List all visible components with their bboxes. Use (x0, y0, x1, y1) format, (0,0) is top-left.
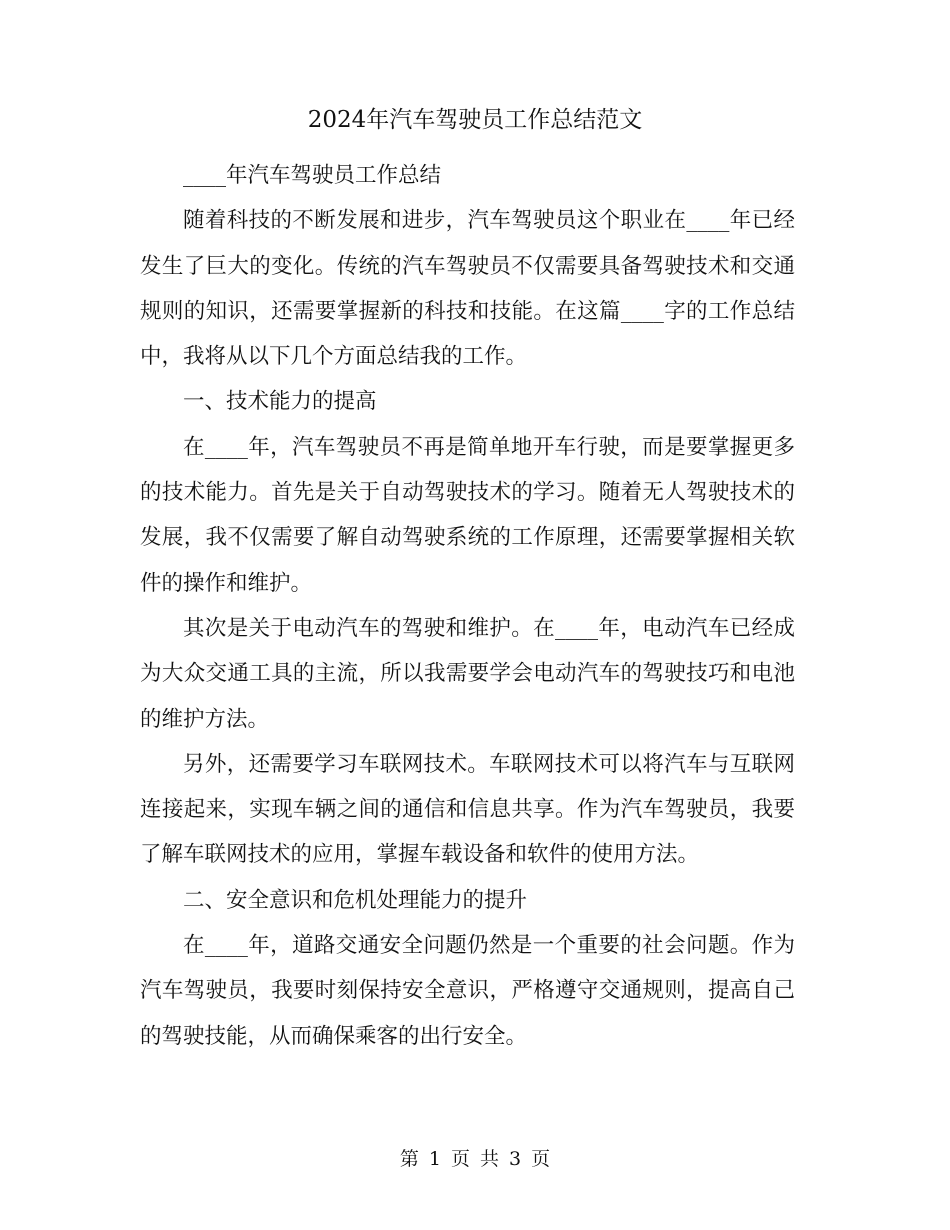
document-subtitle: ____年汽车驾驶员工作总结 (183, 163, 442, 188)
intro-paragraph: 随着科技的不断发展和进步，汽车驾驶员这个职业在____年已经发生了巨大的变化。传统的汽车驾驶员不仅需要具备驾驶技术和交通规则的知识，还需要掌握新的科技和技能。在这篇____字的工作总结中，我将从以下几个方面总结我的工作。 (140, 208, 795, 370)
section-1-heading: 一、技术能力的提高 (183, 389, 377, 415)
document-title: 2024年汽车驾驶员工作总结范文 (307, 107, 643, 133)
section-2-paragraph-1: 在____年，道路交通安全问题仍然是一个重要的社会问题。作为汽车驾驶员，我要时刻保持安全意识，严格遵守交通规则，提高自己的驾驶技能，从而确保乘客的出行安全。 (140, 933, 795, 1049)
section-1-paragraph-3: 另外，还需要学习车联网技术。车联网技术可以将汽车与互联网连接起来，实现车辆之间的通信和信息共享。作为汽车驾驶员，我要了解车联网技术的应用，掌握车载设备和软件的使用方法。 (140, 751, 795, 868)
document-body (140, 153, 795, 1059)
page-number-footer: 第 1 页 共 3 页 (399, 1148, 551, 1170)
section-1-paragraph-1: 在____年，汽车驾驶员不再是简单地开车行驶，而是要掌握更多的技术能力。首先是关于自动驾驶技术的学习。随着无人驾驶技术的发展，我不仅需要了解自动驾驶系统的工作原理，还需要掌握相关软件的操作和维护。 (140, 434, 795, 596)
section-2-heading: 二、安全意识和危机处理能力的提升 (183, 887, 528, 913)
section-1-paragraph-2: 其次是关于电动汽车的驾驶和维护。在____年，电动汽车已经成为大众交通工具的主流，所以我需要学会电动汽车的驾驶技巧和电池的维护方法。 (140, 615, 795, 732)
